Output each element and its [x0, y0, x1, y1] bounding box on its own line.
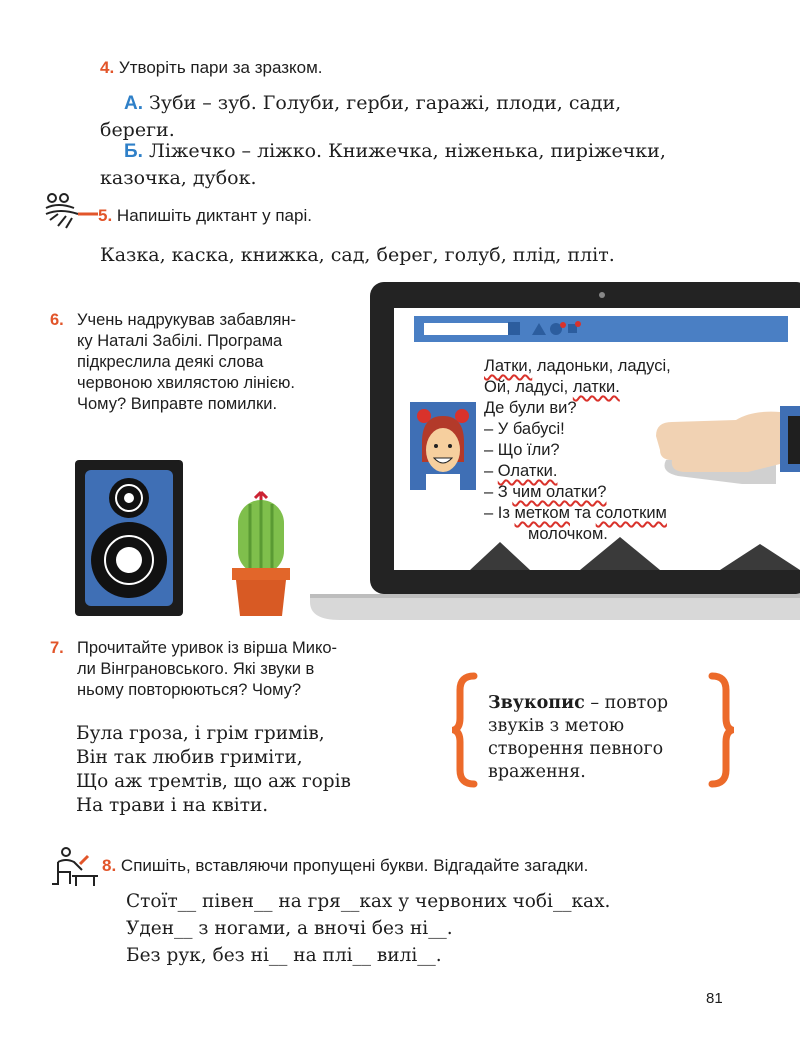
riddle-line: Без рук, без ні__ на плі__ вилі__.: [126, 945, 442, 966]
poem-line: [484, 377, 671, 398]
task-line: ньому повторюються? Чому?: [77, 681, 302, 699]
poem-line: На трави і на квіти.: [76, 795, 269, 816]
shapes-icon: [530, 321, 590, 337]
screen-poem: [484, 356, 671, 545]
task-4-heading: [100, 58, 323, 78]
poem-text: – Із: [484, 504, 515, 522]
girl-avatar: [410, 402, 476, 490]
task-line: червоною хвилястою лінією.: [77, 374, 295, 392]
part-text-cont: казочка, дубок.: [100, 167, 257, 189]
task-8-riddles: [126, 888, 610, 969]
misspelled-word: Олатки.: [497, 462, 558, 480]
definition-term: Звукопис: [488, 693, 585, 713]
task-line: Прочитайте уривок із вірша Мико-: [77, 639, 338, 657]
task-5-heading: [98, 206, 312, 226]
task-4-part-a: [100, 90, 740, 143]
poem-text: та: [569, 504, 596, 522]
part-label: А.: [124, 93, 143, 114]
part-text-cont: береги.: [100, 119, 175, 141]
part-text: Ліжечко – ліжко. Книжечка, ніженька, пиріжечки,: [148, 140, 666, 162]
right-brace-icon: [708, 672, 734, 788]
square-icon: [508, 322, 520, 335]
task-number: 4.: [100, 58, 115, 77]
poem-text: – З: [484, 483, 513, 501]
misspelled-word: метком: [514, 504, 570, 522]
part-label: Б.: [124, 141, 143, 162]
speaker-illustration: [75, 460, 183, 616]
definition-text: звуків з метою: [488, 716, 625, 736]
task-7-poem: [76, 722, 351, 818]
definition-text: враження.: [488, 762, 586, 782]
poem-line: [484, 503, 671, 524]
task-line: підкреслила деякі слова: [77, 353, 264, 371]
definition-zvukopys: [488, 692, 708, 784]
riddle-line: Уден__ з ногами, а вночі без ні__.: [126, 918, 453, 939]
poem-line: [484, 482, 671, 503]
task-number: 8.: [102, 856, 117, 875]
riddle-line: Стоїт__ півен__ на гря__ках у червоних чобі__ках.: [126, 891, 611, 912]
pointing-hand-illustration: [656, 402, 800, 488]
task-4-part-b: [100, 138, 740, 191]
address-bar: [424, 323, 516, 335]
pair-work-icon: [44, 192, 100, 232]
part-text: Зуби – зуб. Голуби, герби, гаражі, плоди, сади,: [149, 92, 622, 114]
definition-text: – повтор: [584, 693, 669, 713]
writing-at-desk-icon: [48, 846, 100, 888]
task-instruction: Утворіть пари за зразком.: [118, 58, 323, 77]
task-7-text: [50, 638, 420, 701]
task-number: 7.: [50, 639, 64, 657]
poem-line: [484, 356, 671, 377]
task-number: 5.: [98, 206, 113, 225]
task-line: ли Вінграновського. Які звуки в: [77, 660, 315, 678]
left-brace-icon: [452, 672, 478, 788]
poem-line: молочком.: [528, 525, 608, 543]
poem-line: Він так любив гриміти,: [76, 747, 303, 768]
misspelled-word: Латки,: [484, 357, 533, 375]
task-instruction: Спишіть, вставляючи пропущені букви. Відгадайте загадки.: [120, 856, 589, 875]
task-5-dictation: Казка, каска, книжка, сад, берег, голуб, плід, пліт.: [100, 244, 615, 266]
poem-line: – У бабусі!: [484, 420, 565, 438]
task-8-heading: [102, 856, 588, 876]
page-number: 81: [706, 990, 723, 1007]
poem-text: –: [484, 462, 498, 480]
poem-text: Ой, ладусі,: [484, 378, 573, 396]
poem-line: – Що їли?: [484, 441, 560, 459]
cactus-illustration: [228, 488, 294, 616]
poem-line: Що аж тремтів, що аж горів: [76, 771, 351, 792]
poem-line: Де були ви?: [484, 399, 577, 417]
task-number: 6.: [50, 311, 64, 329]
misspelled-word: латки.: [572, 378, 620, 396]
poem-text: ладоньки, ладусі,: [532, 357, 671, 375]
task-line: Учень надрукував забавлян-: [77, 311, 297, 329]
definition-text: створення певного: [488, 739, 664, 759]
poem-line: [484, 461, 671, 482]
task-line: ку Наталі Забілі. Програма: [77, 332, 283, 350]
task-line: Чому? Виправте помилки.: [77, 395, 278, 413]
misspelled-word: чим олатки?: [512, 483, 607, 501]
task-instruction: Напишіть диктант у парі.: [116, 206, 312, 225]
poem-line: Була гроза, і грім гримів,: [76, 723, 325, 744]
browser-toolbar: [414, 316, 788, 342]
misspelled-word: солотким: [595, 504, 667, 522]
